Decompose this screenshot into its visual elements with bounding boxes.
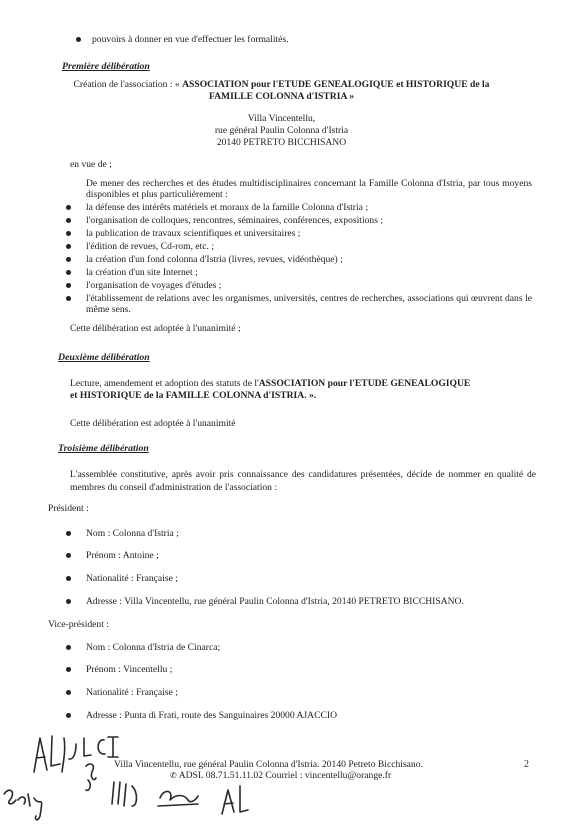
president-nationalite: Nationalité : Française ; — [86, 573, 178, 584]
creation-prefix: Création de l'association : « — [73, 79, 183, 90]
president-label: Président : — [48, 503, 89, 514]
president-nom: Nom : Colonna d'Istria ; — [86, 528, 179, 539]
intro-paragraph: De mener des recherches et des études multidisciplinaires concernant la Famille Colonna d'Istria, par tous moyens disponibles et plus particulièrement : — [86, 178, 532, 200]
creation-line-2 — [0, 91, 563, 102]
heading-deuxieme: Deuxième délibération — [58, 352, 150, 363]
bullet-icon — [66, 244, 71, 249]
bullet-icon — [66, 283, 71, 288]
list-item: l'établissement de relations avec les organismes, universités, centres de recherches, associations qui œuvrent dans le même sens. — [86, 293, 532, 315]
creation-bold-1: ASSOCIATION pour l'ETUDE GENEALOGIQUE et HISTORIQUE de la — [182, 79, 490, 90]
bullet-icon — [66, 576, 71, 581]
list-item: l'édition de revues, Cd-rom, etc. ; — [86, 241, 215, 252]
address-line-1: Villa Vincentellu, — [247, 113, 316, 124]
vice-president-nom: Nom : Colonna d'Istria de Cinarca; — [86, 642, 221, 653]
creation-line-1 — [0, 79, 563, 90]
bullet-icon — [66, 231, 71, 236]
bullet-icon — [66, 667, 71, 672]
bullet-icon — [66, 296, 71, 301]
top-bullet-text: pouvoirs à donner en vue d'effectuer les formalités. — [92, 34, 289, 45]
deuxieme-line-2 — [70, 390, 316, 401]
deuxieme-bold-b: et HISTORIQUE de la FAMILLE COLONNA d'ISTRIA. ». — [70, 390, 317, 401]
bullet-icon — [66, 599, 71, 604]
list-item: la création d'un fond colonna d'Istria (livres, revues, vidéothèque) ; — [86, 254, 343, 265]
president-adresse: Adresse : Villa Vincentellu, rue général Paulin Colonna d'Istria, 20140 PETRETO BICCHISANO. — [86, 596, 464, 607]
list-item: la défense des intérêts matériels et moraux de la famille Colonna d'Istria ; — [86, 202, 368, 213]
creation-bold-2: FAMILLE COLONNA d'ISTRIA » — [208, 91, 355, 102]
bullet-icon — [66, 553, 71, 558]
phone-icon: ✆ — [170, 771, 177, 780]
heading-troisieme: Troisième délibération — [58, 443, 149, 454]
bullet-icon — [66, 205, 71, 210]
vice-president-prenom: Prénom : Vincentellu ; — [86, 664, 173, 675]
address-line-2: rue général Paulin Colonna d'Istria — [214, 125, 349, 136]
list-item: l'organisation de colloques, rencontres, séminaires, conférences, expositions ; — [86, 215, 384, 226]
vice-president-nationalite: Nationalité : Française ; — [86, 687, 178, 698]
bullet-icon — [66, 218, 71, 223]
vice-president-adresse: Adresse : Punta di Frati, route des Sanguinaires 20000 AJACCIO — [86, 710, 338, 721]
troisieme-paragraph: L'assemblée constitutive, après avoir pris connaissance des candidatures présentées, décide de nommer en qualité de membres du conseil d'administration de l'association : — [70, 469, 536, 493]
list-item: l'organisation de voyages d'études ; — [86, 280, 222, 291]
deuxieme-prefix: Lecture, amendement et adoption des statuts de l' — [70, 378, 259, 389]
list-item: la création d'un site Internet ; — [86, 267, 198, 278]
page-number: 2 — [524, 759, 529, 770]
handwritten-initials-icon — [0, 720, 300, 824]
footer-address: Villa Vincentellu, rue général Paulin Colonna d'Istria. 20140 Petreto Bicchisano. — [114, 759, 423, 770]
bullet-icon — [76, 37, 81, 42]
adopted-1: Cette délibération est adoptée à l'unanimité ; — [70, 323, 241, 334]
heading-premiere: Première délibération — [62, 61, 150, 72]
vice-president-label: Vice-président : — [48, 619, 109, 630]
footer-contact: ADSL 08.71.51.11.02 Courriel : vincentellu@orange.fr — [178, 770, 392, 781]
deuxieme-bold-a: ASSOCIATION pour l'ETUDE GENEALOGIQUE — [258, 378, 471, 389]
president-prenom: Prénom : Antoine ; — [86, 550, 159, 561]
list-item: la publication de travaux scientifiques et universitaires ; — [86, 228, 301, 239]
adopted-2: Cette délibération est adoptée à l'unanimité — [70, 418, 236, 429]
bullet-icon — [66, 531, 71, 536]
bullet-icon — [66, 257, 71, 262]
deuxieme-line-1 — [70, 378, 540, 389]
bullet-icon — [66, 690, 71, 695]
bullet-icon — [66, 270, 71, 275]
en-vue-de: en vue de ; — [70, 159, 112, 170]
bullet-icon — [66, 713, 71, 718]
bullet-icon — [66, 645, 71, 650]
address-line-3: 20140 PETRETO BICCHISANO — [216, 137, 347, 148]
